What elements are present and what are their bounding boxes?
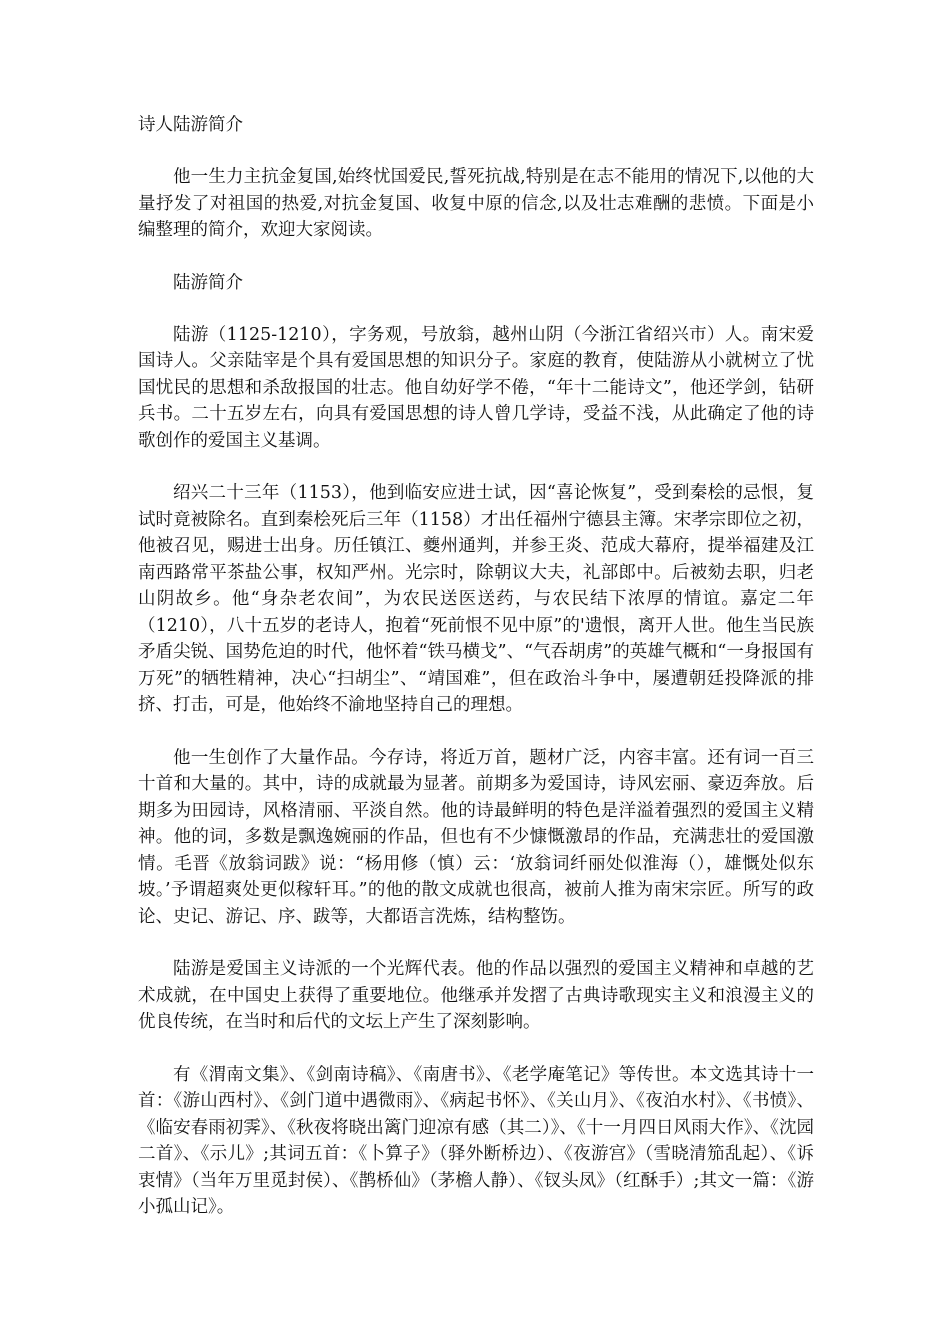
document-title: 诗人陆游简介 <box>138 115 243 135</box>
body-paragraph-3: 他一生创作了大量作品。今存诗，将近万首，题材广泛，内容丰富。还有词一百三十首和大量的。其中，诗的成就最为显著。前期多为爱国诗，诗风宏丽、豪迈奔放。后期多为田园诗，风格清丽、平淡自然。他的诗最鲜明的特色是洋溢着强烈的爱国主义精神。他的词，多数是飘逸婉丽的作品，但也有不少慷慨激昂的作品，充满悲壮的爱国激情。毛晋《放翁词跋》说：“杨用修（慎）云：‘放翁词纤丽处似淮海（），雄慨处似东坡。’予谓超爽处更似稼轩耳。”的他的散文成就也很高，被前人推为南宋宗匠。所写的政论、史记、游记、序、跋等，大都语言洗炼，结构整饬。 <box>138 747 814 927</box>
document-page <box>138 112 814 1247</box>
section-heading: 陆游简介 <box>173 272 243 293</box>
intro-paragraph: 他一生力主抗金复国,始终忧国爱民,誓死抗战,特别是在志不能用的情况下,以他的大量抒发了对祖国的热爱,对抗金复国、收复中原的信念,以及壮志难酬的悲愤。下面是小编整理的简介，欢迎大家阅读。 <box>138 167 814 240</box>
body-paragraph-5: 有《渭南文集》、《剑南诗稿》、《南唐书》、《老学庵笔记》等传世。本文选其诗十一首：《游山西村》、《剑门道中遇微雨》、《病起书怀》、《关山月》、《夜泊水村》、《书愤》、《临安春雨初霁》、《秋夜将晓出篱门迎凉有感（其二）》、《十一月四日风雨大作》、《沈园二首》、《示儿》;其词五首：《卜算子》（驿外断桥边）、《夜游宫》（雪晓清笳乱起）、《诉衷情》（当年万里觅封侯）、《鹊桥仙》（茅檐人静）、《钗头凤》（红酥手）;其文一篇：《游小孤山记》。 <box>138 1064 814 1217</box>
body-paragraph-1: 陆游（1125-1210），字务观，号放翁，越州山阴（今浙江省绍兴市）人。南宋爱国诗人。父亲陆宰是个具有爱国思想的知识分子。家庭的教育，使陆游从小就树立了忧国忧民的思想和杀敌报国的壮志。他自幼好学不倦，“年十二能诗文”，他还学剑，钻研兵书。二十五岁左右，向具有爱国思想的诗人曾几学诗，受益不浅，从此确定了他的诗歌创作的爱国主义基调。 <box>138 324 814 451</box>
body-paragraph-2: 绍兴二十三年（1153），他到临安应进士试，因“喜论恢复”，受到秦桧的忌恨，复试时竟被除名。直到秦桧死后三年（1158）才出任福州宁德县主簿。宋孝宗即位之初，他被召见，赐进士出身。历任镇江、夔州通判，并参王炎、范成大幕府，提举福建及江南西路常平茶盐公事，权知严州。光宗时，除朝议大夫，礼部郎中。后被劾去职，归老山阴故乡。他“身杂老农间”，为农民送医送药，与农民结下浓厚的情谊。嘉定二年（1210），八十五岁的老诗人，抱着“死前恨不见中原”的'遗恨，离开人世。他生当民族矛盾尖锐、国势危迫的时代，他怀着“铁马横戈”、“气吞胡虏”的英雄气概和“一身报国有万死”的牺牲精神，决心“扫胡尘”、“靖国难”，但在政治斗争中，屡遭朝廷投降派的排挤、打击，可是，他始终不渝地坚持自己的理想。 <box>138 483 814 715</box>
body-paragraph-4: 陆游是爱国主义诗派的一个光辉代表。他的作品以强烈的爱国主义精神和卓越的艺术成就，在中国史上获得了重要地位。他继承并发摺了古典诗歌现实主义和浪漫主义的优良传统，在当时和后代的文坛上产生了深刻影响。 <box>138 959 814 1032</box>
